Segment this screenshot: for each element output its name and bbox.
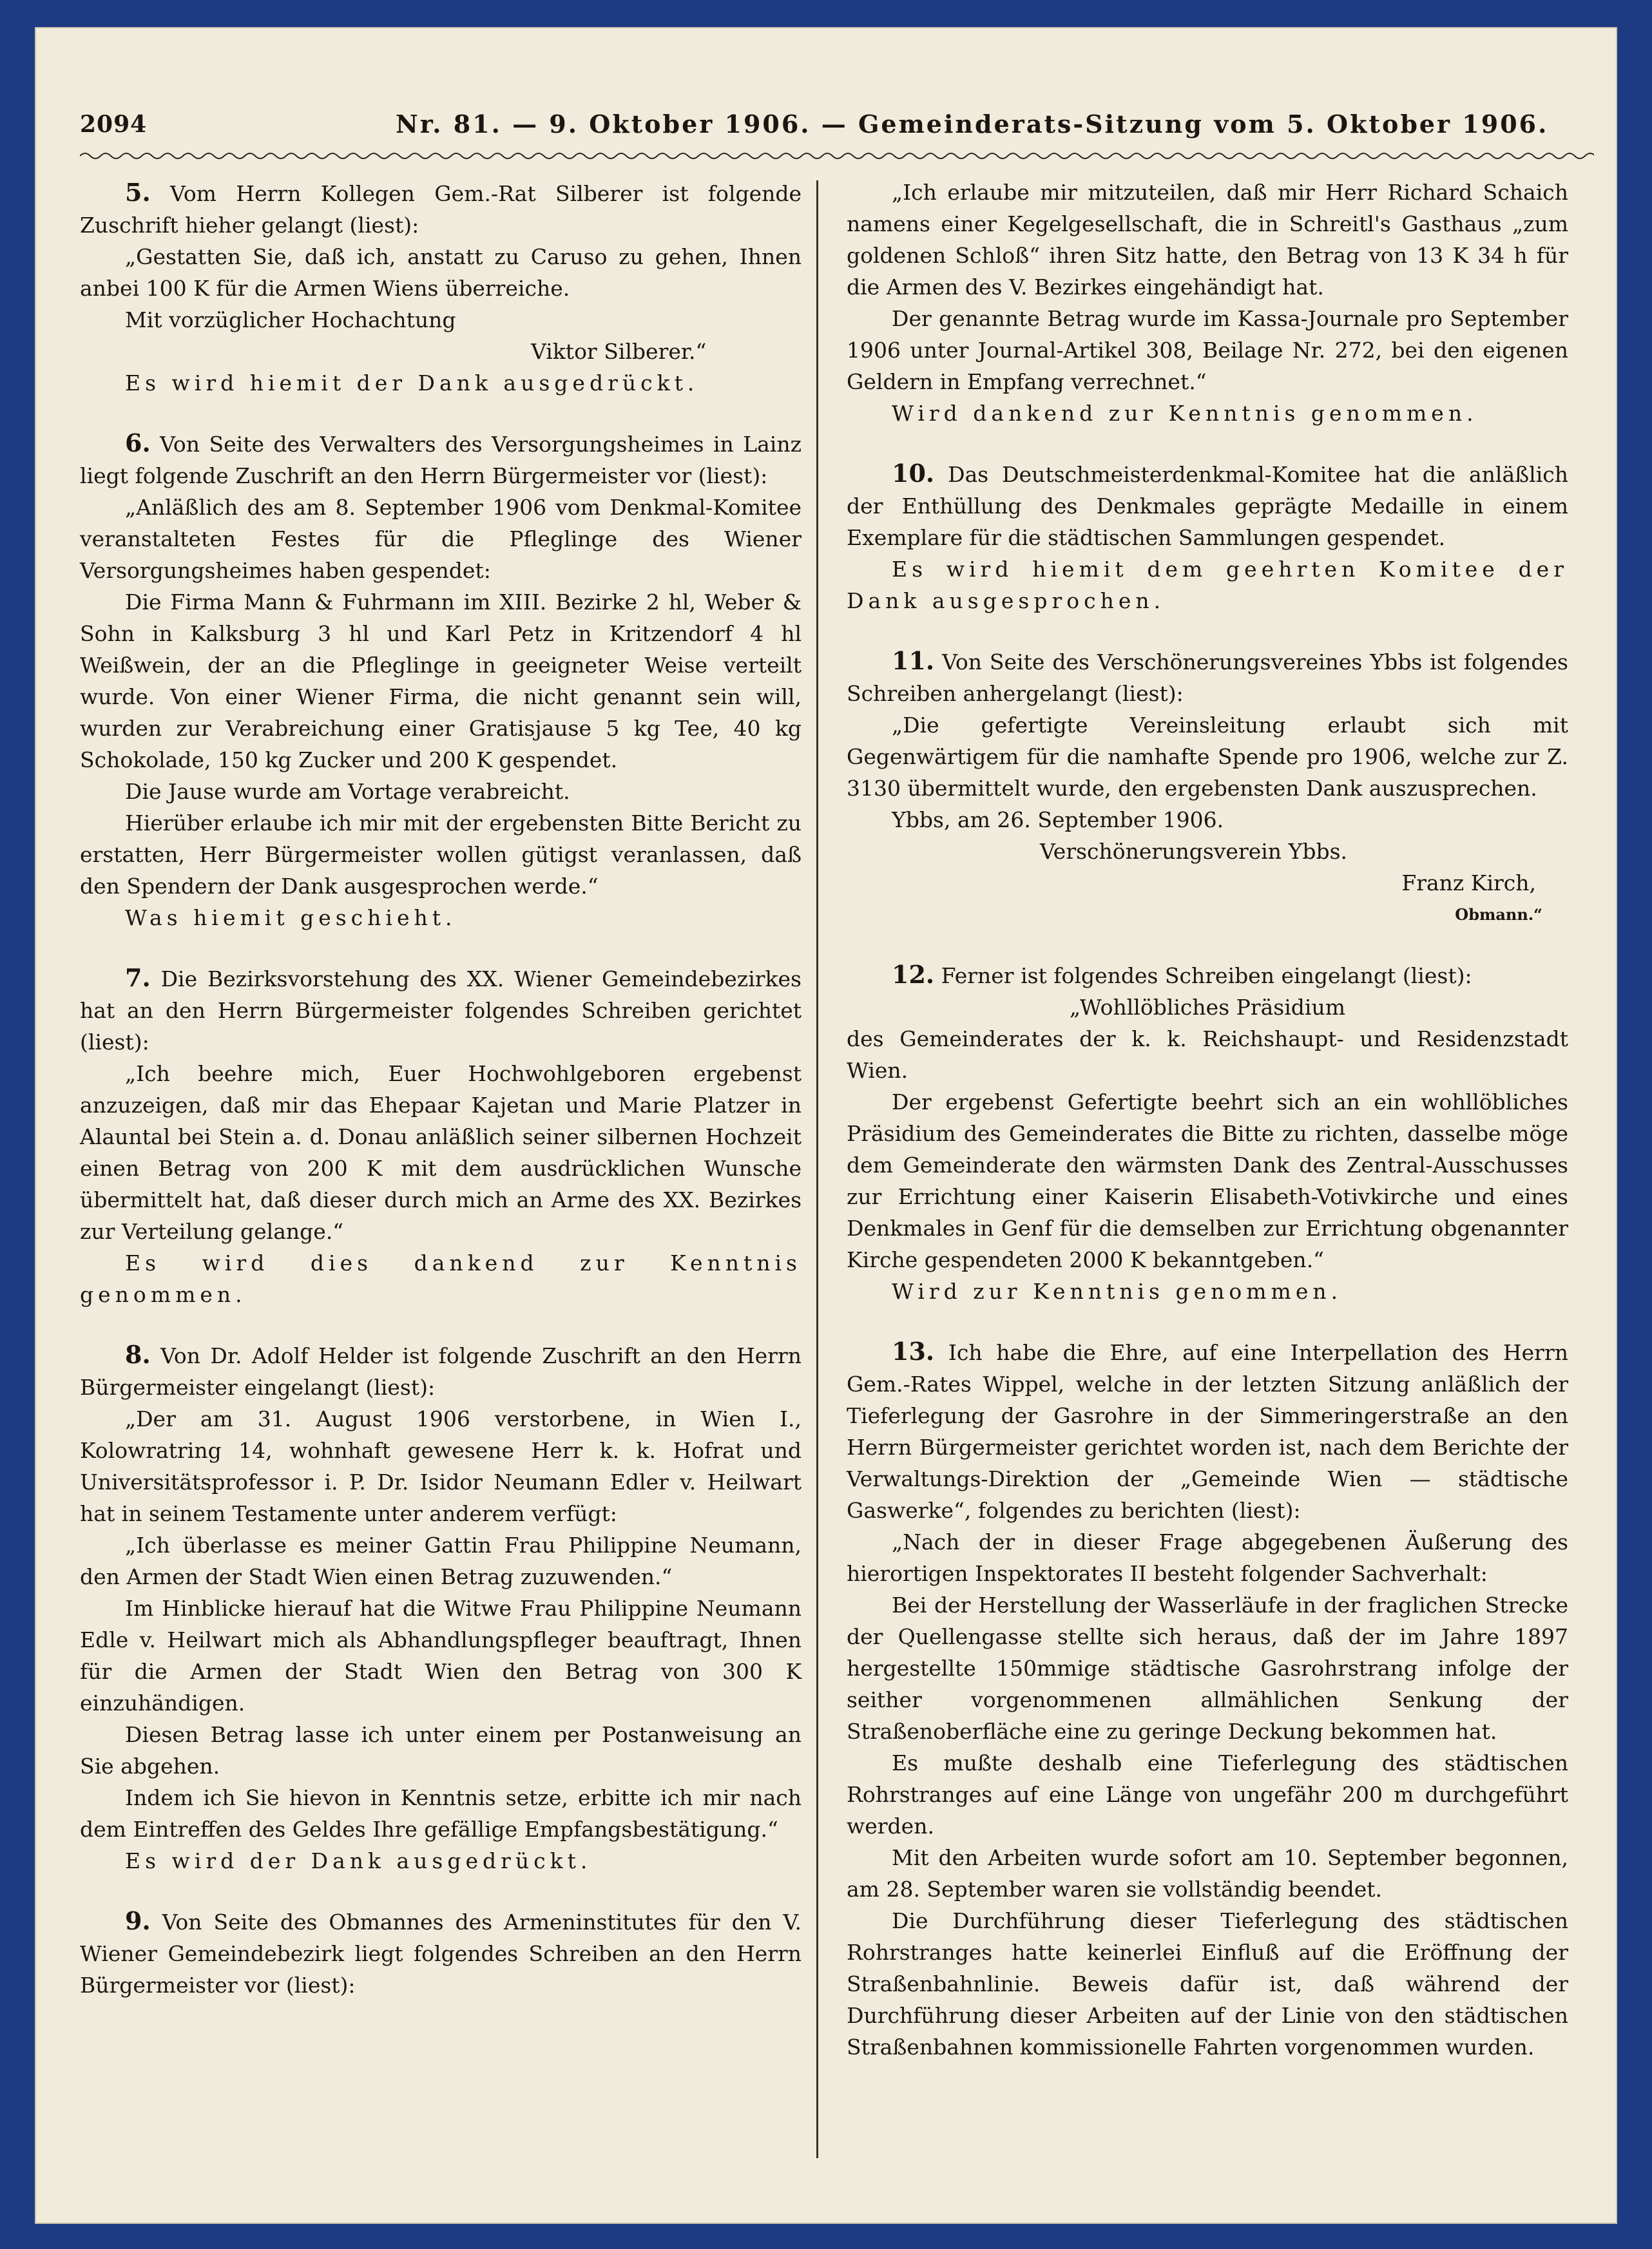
- paragraph: Bei der Herstellung der Wasserläufe in der fraglichen Strecke der Quellengasse stellte sich heraus, daß der im Jahre 1897 hergestellte 150mmige städtische Gasrohrstrang infolge der seither vorgenommenen allmählichen Senkung der Straßenoberfläche eine zu geringe Deckung bekommen hat.: [847, 1593, 1568, 1744]
- paragraph: „Der am 31. August 1906 verstorbene, in Wien I., Kolowratring 14, wohnhaft gewesene Herr k. k. Hofrat und Universitätsprofessor i. P. Dr. Isidor Neumann Edler v. Heilwart hat in seinem Testamente unter anderem verfügt:: [80, 1406, 802, 1526]
- section-number: 12.: [892, 960, 935, 989]
- page-number: 2094: [80, 111, 148, 138]
- paragraph: [80, 962, 802, 1058]
- paragraph: „Anläßlich des am 8. September 1906 vom Denkmal-Komitee veranstalteten Festes für die Pfleglinge des Wiener Versorgungsheimes haben gespendet:: [80, 495, 802, 583]
- place-date: Ybbs, am 26. September 1906.: [892, 807, 1224, 832]
- paragraph: [847, 959, 1568, 991]
- resolution: Wird zur Kenntnis genommen.: [892, 1279, 1343, 1304]
- right-column: [847, 177, 1568, 2091]
- paragraph: Die Firma Mann & Fuhrmann im XIII. Bezirke 2 hl, Weber & Sohn in Kalksburg 3 hl und Karl Petz in Kritzendorf 4 hl Weißwein, der an die Pfleglinge in geeigneter Weise verteilt wurde. Von einer Wiener Firma, die nicht genannt sein will, wurden zur Verabreichung einer Gratisjause 5 kg Tee, 40 kg Schokolade, 150 kg Zucker und 200 K gespendet.: [80, 589, 802, 772]
- resolution: Es wird dies dankend zur Kenntnis genommen.: [80, 1250, 802, 1307]
- paragraph-text: Von Seite des Obmannes des Armeninstitutes für den V. Wiener Gemeindebezirk liegt folgendes Schreiben an den Herrn Bürgermeister vor (liest):: [80, 1909, 802, 1998]
- paragraph: [80, 1905, 802, 2001]
- section-9: [80, 1905, 802, 2001]
- section-number: 9.: [125, 1906, 151, 1935]
- section-number: 7.: [125, 963, 151, 992]
- paragraph: [847, 457, 1568, 553]
- paragraph: [80, 177, 802, 241]
- paragraph-text: Das Deutschmeisterdenkmal-Komitee hat die anläßlich der Enthüllung des Denkmales geprägte Medaille in einem Exemplare für die städtischen Sammlungen gespendet.: [847, 462, 1569, 550]
- section-5: [80, 177, 802, 399]
- section-number: 8.: [125, 1340, 151, 1369]
- resolution: Was hiemit geschieht.: [125, 905, 457, 930]
- signature-title: Obmann.“: [1455, 905, 1542, 924]
- running-head: Nr. 81. — 9. Oktober 1906. — Gemeinderats-Sitzung vom 5. Oktober 1906.: [396, 110, 1549, 139]
- document-page: [35, 27, 1617, 2224]
- column-rule: [816, 180, 818, 2158]
- paragraph-text: Von Dr. Adolf Helder ist folgende Zuschrift an den Herrn Bürgermeister eingelangt (liest):: [80, 1343, 802, 1400]
- resolution: Es wird der Dank ausgedrückt.: [125, 1848, 592, 1873]
- sender-line: Verschönerungsverein Ybbs.: [1040, 839, 1348, 864]
- address-line: des Gemeinderates der k. k. Reichshaupt- und Residenzstadt Wien.: [847, 1026, 1568, 1083]
- paragraph: Die Jause wurde am Vortage verabreicht.: [125, 779, 570, 804]
- page-header: [35, 27, 1617, 143]
- section-7: [80, 962, 802, 1310]
- paragraph: [847, 1335, 1568, 1526]
- paragraph: Der genannte Betrag wurde im Kassa-Journale pro September 1906 unter Journal-Artikel 308, Beilage Nr. 272, bei den eigenen Geldern in Empfang verrechnet.“: [847, 306, 1568, 394]
- paragraph-text: Ich habe die Ehre, auf eine Interpellation des Herrn Gem.-Rates Wippel, welche in der letzten Sitzung anläßlich der Tieferlegung der Gasrohre in der Simmeringerstraße an den Herrn Bürgermeister gerichtet worden ist, nach dem Berichte der Verwaltungs-Direktion der „Gemeinde Wien — städtische Gaswerke“, folgendes zu berichten (liest):: [847, 1340, 1568, 1523]
- section-13: [847, 1335, 1568, 2063]
- address-line: „Wohllöbliches Präsidium: [1070, 995, 1345, 1020]
- paragraph-text: Von Seite des Verschönerungsvereines Ybbs ist folgendes Schreiben anhergelangt (liest):: [847, 649, 1568, 706]
- paragraph-text: Von Seite des Verwalters des Versorgungsheimes in Lainz liegt folgende Zuschrift an den Herrn Bürgermeister vor (liest):: [80, 432, 802, 488]
- section-6: [80, 427, 802, 933]
- paragraph: Es mußte deshalb eine Tieferlegung des städtischen Rohrstranges auf eine Länge von ungefähr 200 m durchgeführt werden.: [847, 1750, 1568, 1839]
- section-12: [847, 959, 1568, 1307]
- paragraph: „Nach der in dieser Frage abgegebenen Äußerung des hierortigen Inspektorates II besteht folgender Sachverhalt:: [847, 1529, 1568, 1586]
- paragraph: Diesen Betrag lasse ich unter einem per Postanweisung an Sie abgehen.: [80, 1722, 802, 1779]
- paragraph-text: Die Bezirksvorstehung des XX. Wiener Gemeindebezirkes hat an den Herrn Bürgermeister folgendes Schreiben gerichtet (liest):: [80, 966, 802, 1055]
- wavy-divider: [80, 148, 1594, 164]
- section-11: [847, 645, 1568, 930]
- paragraph: „Gestatten Sie, daß ich, anstatt zu Caruso zu gehen, Ihnen anbei 100 K für die Armen Wiens überreiche.: [80, 244, 802, 301]
- resolution: Es wird hiemit dem geehrten Komitee der Dank ausgesprochen.: [847, 557, 1568, 613]
- resolution: Wird dankend zur Kenntnis genommen.: [892, 401, 1478, 426]
- paragraph: „Die gefertigte Vereinsleitung erlaubt sich mit Gegenwärtigem für die namhafte Spende pro 1906, welche zur Z. 3130 übermittelt wurde, den ergebensten Dank auszusprechen.: [847, 713, 1568, 801]
- section-number: 13.: [892, 1337, 935, 1366]
- section-number: 5.: [125, 178, 151, 207]
- paragraph-text: Vom Herrn Kollegen Gem.-Rat Silberer ist folgende Zuschrift hieher gelangt (liest):: [80, 181, 802, 238]
- section-number: 6.: [125, 428, 151, 457]
- signature: Franz Kirch,: [1401, 870, 1536, 895]
- paragraph: [847, 645, 1568, 709]
- paragraph: [80, 427, 802, 492]
- paragraph: „Ich überlasse es meiner Gattin Frau Philippine Neumann, den Armen der Stadt Wien einen Betrag zuzuwenden.“: [80, 1533, 802, 1589]
- paragraph: Im Hinblicke hierauf hat die Witwe Frau Philippine Neumann Edle v. Heilwart mich als Abhandlungspfleger beauftragt, Ihnen für die Armen der Stadt Wien den Betrag von 300 K einzuhändigen.: [80, 1596, 802, 1716]
- closing-formula: Mit vorzüglicher Hochachtung: [125, 307, 456, 332]
- section-8: [80, 1339, 802, 1877]
- paragraph: Indem ich Sie hievon in Kenntnis setze, erbitte ich mir nach dem Eintreffen des Geldes Ihre gefällige Empfangsbestätigung.“: [80, 1785, 802, 1842]
- signature: Viktor Silberer.“: [531, 339, 707, 364]
- section-10: [847, 457, 1568, 617]
- paragraph: Der ergebenst Gefertigte beehrt sich an ein wohllöbliches Präsidium des Gemeinderates die Bitte zu richten, dasselbe möge dem Gemeinderate den wärmsten Dank des Zentral-Ausschusses zur Errichtung einer Kaiserin Elisabeth-Votivkirche und eines Denkmales in Genf für die demselben zur Errichtung obgenannter Kirche gespendeten 2000 K bekanntgeben.“: [847, 1089, 1568, 1272]
- left-column: [80, 177, 802, 2029]
- paragraph: Mit den Arbeiten wurde sofort am 10. September begonnen, am 28. September waren sie vollständig beendet.: [847, 1845, 1568, 1902]
- section-number: 11.: [892, 646, 935, 675]
- paragraph: [80, 1339, 802, 1403]
- paragraph: Die Durchführung dieser Tieferlegung des städtischen Rohrstranges hatte keinerlei Einfluß auf die Eröffnung der Straßenbahnlinie. Beweis dafür ist, daß während der Durchführung dieser Arbeiten auf der Linie von den städtischen Straßenbahnen kommissionelle Fahrten vorgenommen wurden.: [847, 1908, 1568, 2060]
- section-9-continued: [847, 177, 1568, 429]
- paragraph-text: Ferner ist folgendes Schreiben eingelangt (liest):: [941, 963, 1472, 988]
- paragraph: „Ich beehre mich, Euer Hochwohlgeboren ergebenst anzuzeigen, daß mir das Ehepaar Kajetan und Marie Platzer in Alauntal bei Stein a. d. Donau anläßlich seiner silbernen Hochzeit einen Betrag von 200 K mit dem ausdrücklichen Wunsche übermittelt hat, daß dieser durch mich an Arme des XX. Bezirkes zur Verteilung gelange.“: [80, 1061, 802, 1244]
- section-number: 10.: [892, 459, 935, 488]
- paragraph: „Ich erlaube mir mitzuteilen, daß mir Herr Richard Schaich namens einer Kegelgesellschaft, die in Schreitl's Gasthaus „zum goldenen Schloß“ ihren Sitz hatte, den Betrag von 13 K 34 h für die Armen des V. Bezirkes eingehändigt hat.: [847, 180, 1568, 300]
- resolution: Es wird hiemit der Dank ausgedrückt.: [125, 370, 699, 396]
- paragraph: Hierüber erlaube ich mir mit der ergebensten Bitte Bericht zu erstatten, Herr Bürgermeister wollen gütigst veranlassen, daß den Spendern der Dank ausgesprochen werde.“: [80, 810, 802, 899]
